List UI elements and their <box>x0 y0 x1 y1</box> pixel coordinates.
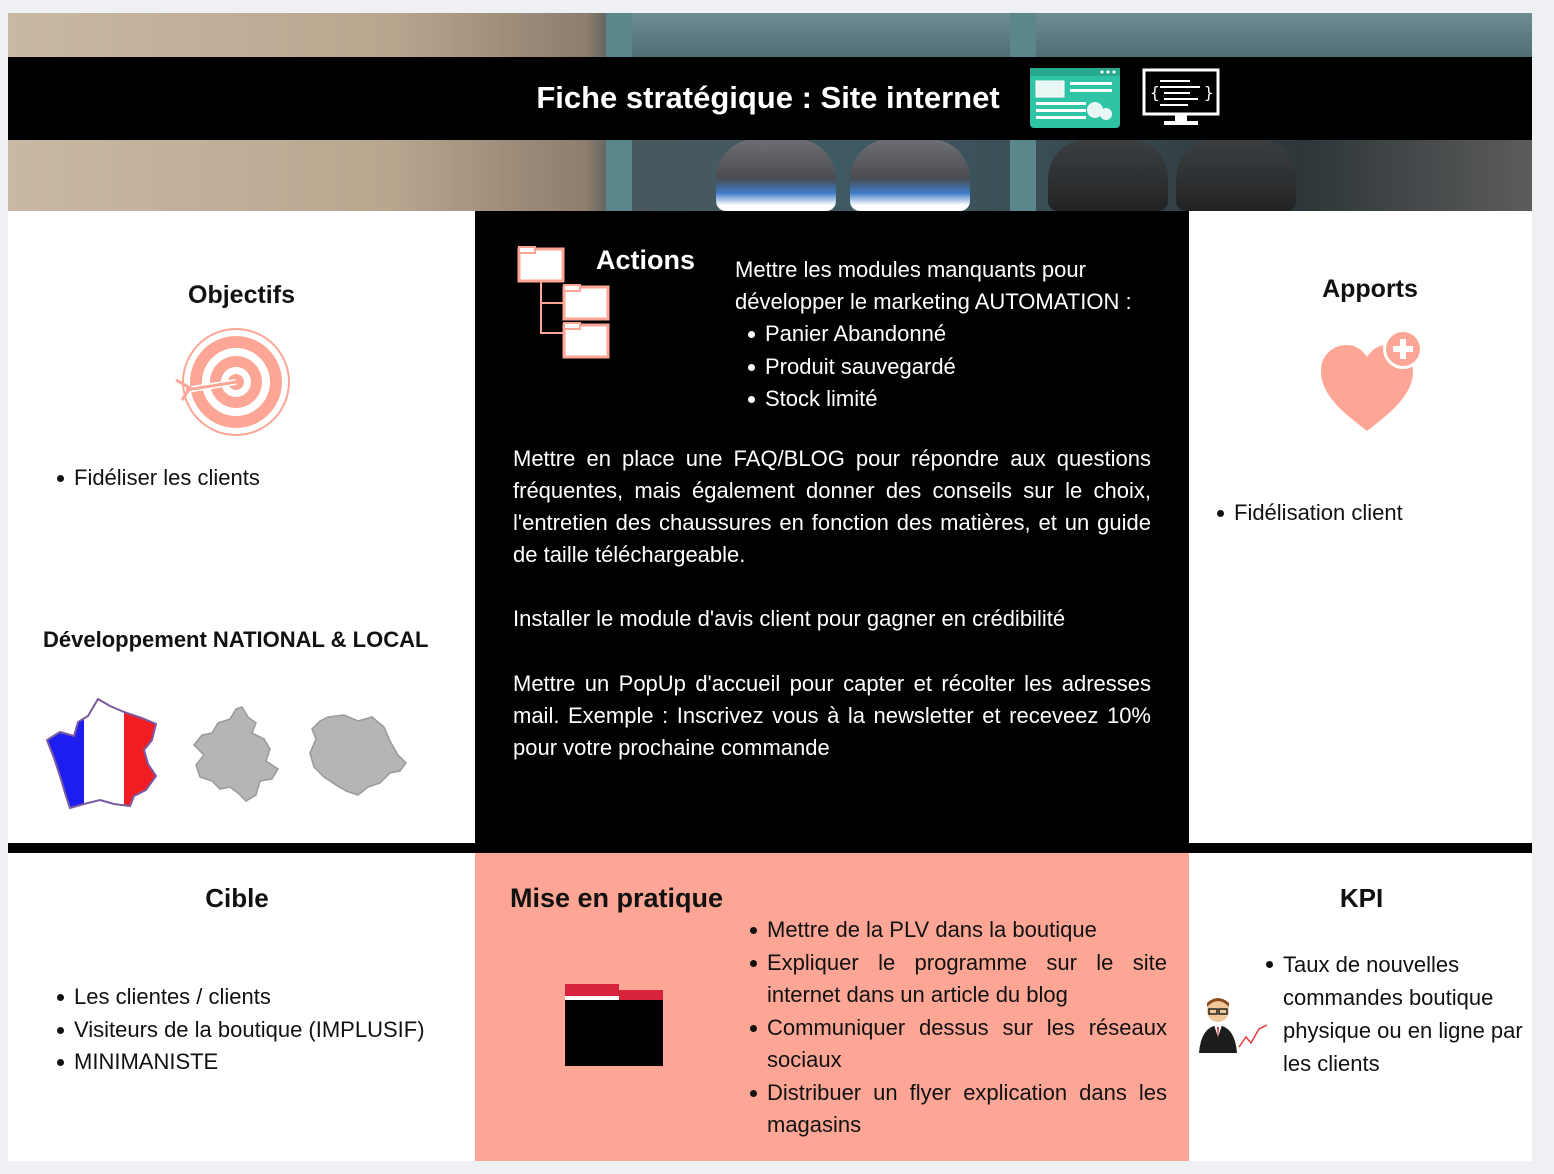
mise-en-pratique-title: Mise en pratique <box>510 883 724 913</box>
list-item: Distribuer un flyer explication dans les magasins <box>747 1077 1167 1142</box>
actions-paragraph-reviews: Installer le module d'avis client pour gagner en crédibilité <box>513 606 1066 631</box>
list-item: Visiteurs de la boutique (IMPLUSIF) <box>54 1014 425 1047</box>
list-item: Panier Abandonné <box>745 318 956 351</box>
cible-title: Cible <box>205 883 269 913</box>
apports-section <box>1189 211 1532 843</box>
heart-plus-icon <box>1317 327 1429 435</box>
title-bar <box>8 57 1532 140</box>
list-item: MINIMANISTE <box>54 1046 425 1079</box>
target-icon <box>172 326 292 438</box>
cible-section <box>8 853 475 1161</box>
website-layout-icon <box>1030 68 1120 128</box>
france-flag-map-icon <box>44 696 164 811</box>
objectifs-section <box>8 211 475 843</box>
actions-paragraph-popup: Mettre un PopUp d'accueil pour capter et récolter les adresses mail. Exemple : Inscrivez vous à la newsletter et receveez 10% pour votre prochaine commande <box>513 671 1151 760</box>
svg-text:}: } <box>1204 83 1214 102</box>
actions-title: Actions <box>596 245 696 275</box>
actions-section <box>475 211 1189 853</box>
kpi-section <box>1189 853 1532 1161</box>
cible-list <box>54 981 425 1079</box>
apports-title: Apports <box>1322 275 1418 303</box>
list-item: Stock limité <box>745 383 956 416</box>
actions-intro: Mettre les modules manquants pour développer le marketing AUTOMATION : <box>735 257 1132 314</box>
page-title: Fiche stratégique : Site internet <box>536 80 1000 115</box>
shoe-image <box>850 139 970 211</box>
list-item: Mettre de la PLV dans la boutique <box>747 914 1167 947</box>
strategy-sheet <box>8 13 1532 1161</box>
objectifs-list <box>54 462 260 494</box>
shoe-image <box>1048 139 1168 211</box>
list-item: Taux de nouvelles commandes boutique physique ou en ligne par les clients <box>1263 948 1525 1080</box>
svg-text:{: { <box>1150 83 1160 102</box>
mise-en-pratique-section <box>475 853 1189 1161</box>
mise-en-pratique-list <box>747 914 1167 1142</box>
section-divider <box>8 843 1532 853</box>
objectifs-title: Objectifs <box>188 281 295 309</box>
list-item: Communiquer dessus sur les réseaux sociaux <box>747 1012 1167 1077</box>
list-item: Produit sauvegardé <box>745 351 956 384</box>
list-item: Fidélisation client <box>1214 497 1403 529</box>
businessman-chart-icon <box>1199 995 1269 1055</box>
objectifs-subtitle: Développement NATIONAL & LOCAL <box>43 627 429 652</box>
list-item: Fidéliser les clients <box>54 462 260 494</box>
list-item: Expliquer le programme sur le site internet dans un article du blog <box>747 947 1167 1012</box>
folder-icon <box>565 984 663 1066</box>
actions-module-list <box>745 318 956 416</box>
kpi-title: KPI <box>1339 883 1384 913</box>
shoe-image <box>716 139 836 211</box>
shoe-image <box>1176 139 1296 211</box>
apports-list <box>1214 497 1403 529</box>
code-monitor-icon <box>1142 68 1220 128</box>
shelf-top <box>606 13 1532 57</box>
list-item: Les clientes / clients <box>54 981 425 1014</box>
department-map-icon <box>306 711 410 797</box>
region-map-icon <box>190 703 286 803</box>
actions-paragraph-faq: Mettre en place une FAQ/BLOG pour répondre aux questions fréquentes, mais également donner des conseils sur le choix, l'entretien des chaussures en fonction des matières, et un guide de taille téléchargeable. <box>513 446 1151 567</box>
kpi-list <box>1263 948 1525 1080</box>
